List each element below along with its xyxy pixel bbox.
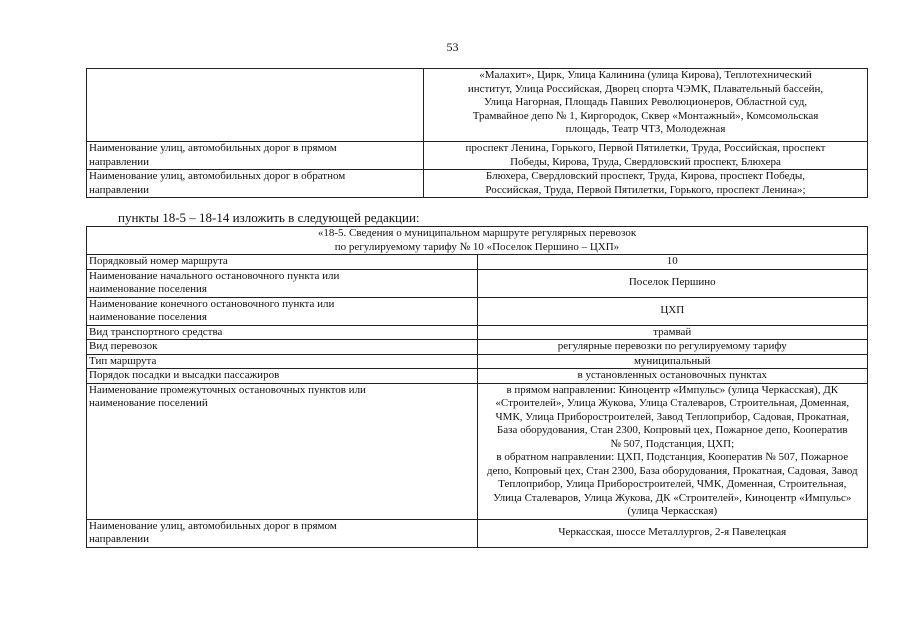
route-type-value: муниципальный	[477, 354, 868, 369]
stops-continuation-cell	[424, 69, 868, 142]
amendment-instruction: пункты 18-5 – 18-14 изложить в следующей редакции:	[118, 210, 420, 225]
value-line: (улица Черкасская)	[627, 505, 718, 517]
value-line: Теплоприбор, Улица Приборостроителей, ЧМК, Доменная, Строительная,	[498, 478, 847, 490]
label-line: направлении	[89, 533, 149, 545]
transport-type-value: трамвай	[477, 325, 868, 340]
route-number-label: Порядковый номер маршрута	[87, 255, 478, 270]
forward-streets-value	[424, 142, 868, 170]
table-row	[87, 142, 868, 170]
table-row	[87, 227, 868, 255]
value-line: «Строителей», Улица Жукова, Улица Сталеваров, Строительная, Доменная,	[495, 397, 850, 409]
intermediate-stops-label	[87, 383, 478, 519]
table-row	[87, 340, 868, 355]
forward-streets-label	[87, 519, 478, 547]
start-stop-value: Поселок Першино	[477, 269, 868, 297]
label-line: Наименование конечного остановочного пункта или	[89, 297, 335, 310]
label-line: направлении	[89, 183, 149, 196]
page-number: 53	[446, 40, 459, 54]
reverse-streets-label	[87, 170, 424, 198]
end-stop-label	[87, 297, 478, 325]
label-line: наименование поселения	[89, 311, 207, 323]
intermediate-stops-value	[477, 383, 868, 519]
table-row	[87, 383, 868, 519]
label-line: направлении	[89, 155, 149, 168]
value-line: ЧМК, Улица Приборостроителей, Завод Теплоприбор, Садовая, Прокатная,	[495, 410, 849, 423]
table-row	[87, 170, 868, 198]
label-line: наименование поселений	[89, 397, 208, 409]
label-line: Наименование улиц, автомобильных дорог в обратном	[89, 170, 346, 182]
stops-line: институт, Улица Российская, Дворец спорта ЧЭМК, Плавательный бассейн,	[467, 82, 824, 95]
end-stop-value: ЦХП	[477, 297, 868, 325]
route-type-label: Тип маршрута	[87, 354, 478, 369]
table-row	[87, 69, 868, 142]
label-line: Наименование улиц, автомобильных дорог в прямом	[89, 142, 337, 154]
stops-line: Улица Нагорная, Площадь Павших Революционеров, Областной суд,	[483, 96, 808, 108]
table-row	[87, 255, 868, 270]
transport-kind-value: регулярные перевозки по регулируемому тарифу	[477, 340, 868, 355]
forward-streets-label	[87, 142, 424, 170]
value-line: Улица Сталеваров, Улица Жукова, ДК «Строителей», Киноцентр «Импульс»	[493, 491, 852, 504]
boarding-value: в установленных остановочных пунктах	[477, 369, 868, 384]
table-row	[87, 269, 868, 297]
value-line: База оборудования, Стан 2300, Копровый цех, Пожарное депо, Кооператив	[496, 424, 848, 436]
value-line: в прямом направлении: Киноцентр «Импульс» (улица Черкасская), ДК	[506, 383, 839, 396]
label-line: Наименование улиц, автомобильных дорог в прямом	[89, 519, 337, 532]
route-number-value: 10	[477, 255, 868, 270]
caption-line: «18-5. Сведения о муниципальном маршруте регулярных перевозок	[317, 227, 637, 239]
start-stop-label	[87, 269, 478, 297]
route-10-table	[86, 226, 868, 548]
value-line: Победы, Кирова, Труда, Свердловский проспект, Блюхера	[510, 155, 781, 168]
previous-route-table	[86, 68, 868, 198]
table-row	[87, 369, 868, 384]
caption-line: по регулируемому тарифу № 10 «Поселок Першино – ЦХП»	[334, 240, 620, 253]
table-row	[87, 519, 868, 547]
value-line: депо, Копровый цех, Стан 2300, База оборудования, Прокатная, Садовая, Завод	[486, 464, 858, 477]
value-line: № 507, Подстанция, ЦХП;	[610, 437, 735, 450]
value-line: в обратном направлении: ЦХП, Подстанция, Кооператив № 507, Пожарное	[496, 451, 849, 463]
stops-line: площадь, Театр ЧТЗ, Молодежная	[565, 123, 726, 135]
value-line: проспект Ленина, Горького, Первой Пятилетки, Труда, Российская, проспект	[465, 142, 826, 154]
table-row	[87, 297, 868, 325]
table-row	[87, 325, 868, 340]
value-line: Блюхера, Свердловский проспект, Труда, Кирова, проспект Победы,	[485, 170, 806, 182]
stops-line: Трамвайное депо № 1, Киргородок, Сквер «Монтажный», Комсомольская	[472, 109, 819, 122]
table-caption	[87, 227, 868, 255]
value-line: Российская, Труда, Первой Пятилетки, Горького, проспект Ленина»;	[485, 183, 806, 196]
label-line: Наименование промежуточных остановочных пунктов или	[89, 383, 366, 396]
boarding-label: Порядок посадки и высадки пассажиров	[87, 369, 478, 384]
label-line: Наименование начального остановочного пункта или	[89, 269, 340, 282]
transport-kind-label: Вид перевозок	[87, 340, 478, 355]
table-row	[87, 354, 868, 369]
empty-label-cell	[87, 69, 424, 142]
label-line: наименование поселения	[89, 283, 207, 295]
transport-type-label: Вид транспортного средства	[87, 325, 478, 340]
reverse-streets-value	[424, 170, 868, 198]
stops-line: «Малахит», Цирк, Улица Калинина (улица Кирова), Теплотехнический	[479, 69, 812, 81]
forward-streets-value: Черкасская, шоссе Металлургов, 2-я Павелецкая	[477, 519, 868, 547]
